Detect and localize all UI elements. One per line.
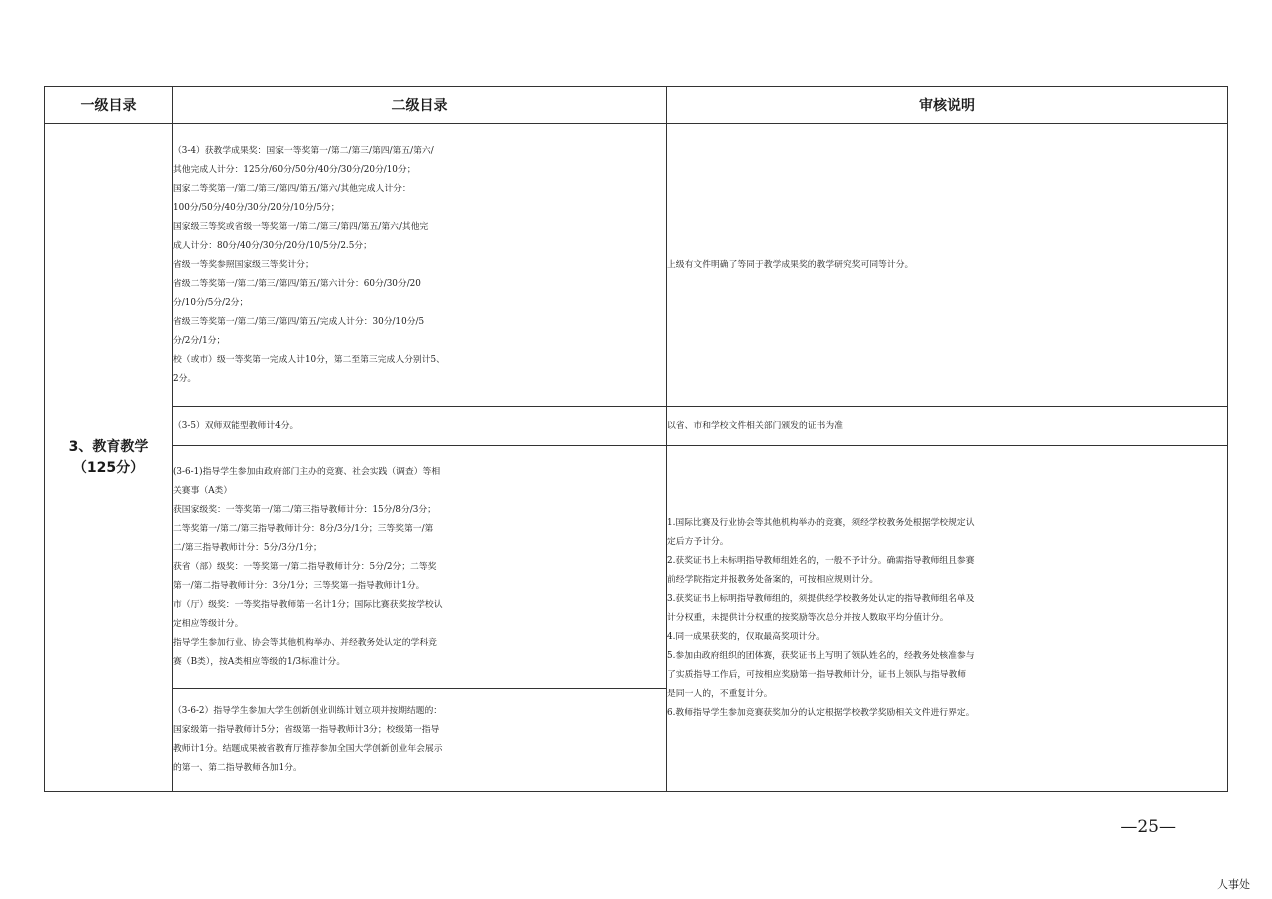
note-3-6-line: 定后方予计分。 [667, 537, 729, 547]
table-header-row [45, 87, 1228, 124]
section-3-5-line: （3-5）双师双能型教师计4分。 [173, 420, 299, 431]
note-3-4-cell [667, 124, 1228, 407]
section-3-6-1-cell [173, 446, 667, 689]
watermark: 人事处 [1217, 878, 1250, 891]
section-3-4-line: 省级三等奖第一/第二/第三/第四/第五/完成人计分：30分/10分/5 [173, 316, 425, 327]
section-3-6-2-line: 国家级第一指导教师计5分；省级第一指导教师计3分；校级第一指导 [173, 725, 440, 735]
header-level2: 二级目录 [173, 87, 667, 124]
section-3-4-line: 省级二等奖第一/第二/第三/第四/第五/第六计分：60分/30分/20 [173, 278, 421, 289]
header-review-notes: 审核说明 [667, 87, 1228, 124]
section-3-6-1-line: 二等奖第一/第二/第三指导教师计分：8分/3分/1分；三等奖第一/第 [173, 523, 434, 534]
section-3-6-2-cell [173, 689, 667, 792]
note-3-6-line: 4.同一成果获奖的，仅取最高奖项计分。 [667, 632, 825, 642]
note-3-6-line: 3.获奖证书上标明指导教师组的，须提供经学校教务处认定的指导教师组名单及 [667, 594, 975, 604]
section-3-4-line: 分/10分/5分/2分； [173, 297, 249, 308]
section-3-6-2-line: 教师计1分。结题成果被省教育厅推荐参加全国大学创新创业年会展示 [173, 744, 443, 754]
section-3-4-line: 省级一等奖参照国家级三等奖计分； [173, 259, 314, 270]
note-3-4-line: 上级有文件明确了等同于教学成果奖的教学研究奖可同等计分。 [667, 259, 914, 270]
section-3-4-line: （3-4）获教学成果奖：国家一等奖第一/第二/第三/第四/第五/第六/ [173, 145, 434, 156]
section-3-6-1-line: (3-6-1)指导学生参加由政府部门主办的竞赛、社会实践（调查）等相 [173, 466, 441, 477]
page-number: —25— [1120, 817, 1176, 837]
note-3-5-line: 以省、市和学校文件相关部门颁发的证书为准 [667, 420, 843, 431]
section-3-6-1-line: 指导学生参加行业、协会等其他机构举办、并经教务处认定的学科竞 [173, 637, 437, 648]
section-3-6-1-line: 关赛事（A类） [173, 485, 233, 496]
note-3-6-line: 了实质指导工作后，可按相应奖励第一指导教师计分，证书上领队与指导教师 [667, 670, 967, 680]
note-3-6-line: 1.国际比赛及行业协会等其他机构举办的竞赛，须经学校教务处根据学校规定认 [667, 518, 975, 528]
header-level1: 一级目录 [45, 87, 173, 124]
section-3-6-2-line: 的第一、第二指导教师各加1分。 [173, 763, 302, 773]
category-score: （125分） [72, 459, 145, 476]
table-row [45, 124, 1228, 407]
note-3-6-line: 6.教师指导学生参加竞赛获奖加分的认定根据学校教学奖励相关文件进行界定。 [667, 708, 975, 718]
category-cell [45, 124, 173, 792]
section-3-6-1-line: 获国家级奖：一等奖第一/第二/第三指导教师计分：15分/8分/3分； [173, 504, 436, 515]
section-3-6-1-line: 获省（部）级奖：一等奖第一/第二指导教师计分：5分/2分；二等奖 [173, 561, 437, 572]
section-3-4-line: 国家级三等奖或省级一等奖第一/第二/第三/第四/第五/第六/其他完 [173, 221, 429, 232]
note-3-6-line: 5.参加由政府组织的团体赛，获奖证书上写明了领队姓名的，经教务处核准参与 [667, 651, 975, 661]
note-3-5-cell [667, 407, 1228, 446]
section-3-6-1-line: 二/第三指导教师计分：5分/3分/1分； [173, 542, 322, 553]
note-3-6-line: 2.获奖证书上未标明指导教师组姓名的，一般不予计分。确需指导教师组且参赛 [667, 556, 975, 566]
section-3-4-line: 100分/50分/40分/30分/20分/10分/5分； [173, 202, 340, 213]
category-title: 3、教育教学 [68, 438, 149, 455]
note-3-6-line: 是同一人的，不重复计分。 [667, 689, 773, 699]
section-3-4-line: 成人计分：80分/40分/30分/20分/10/5分/2.5分； [173, 240, 372, 251]
note-3-6-line: 计分权重，未提供计分权重的按奖励等次总分并按人数取平均分值计分。 [667, 613, 949, 623]
section-3-5-cell [173, 407, 667, 446]
section-3-6-1-line: 市（厅）级奖：一等奖指导教师第一名计1分；国际比赛获奖按学校认 [173, 599, 443, 610]
section-3-6-2-line: （3-6-2）指导学生参加大学生创新创业训练计划立项并按期结题的： [173, 706, 443, 716]
criteria-table [44, 86, 1228, 792]
section-3-4-line: 其他完成人计分：125分/60分/50分/40分/30分/20分/10分； [173, 164, 416, 175]
section-3-6-1-line: 第一/第二指导教师计分：3分/1分；三等奖第一指导教师计1分。 [173, 580, 425, 591]
section-3-4-line: 校（或市）级一等奖第一完成人计10分，第二至第三完成人分别计5、 [173, 354, 445, 365]
section-3-4-line: 分/2分/1分； [173, 335, 226, 346]
table-row [45, 446, 1228, 689]
section-3-4-line: 国家二等奖第一/第二/第三/第四/第五/第六/其他完成人计分： [173, 183, 411, 194]
note-3-6-line: 前经学院指定并报教务处备案的，可按相应规则计分。 [667, 575, 879, 585]
section-3-4-cell [173, 124, 667, 407]
section-3-6-1-line: 定相应等级计分。 [173, 618, 244, 629]
section-3-4-line: 2分。 [173, 373, 197, 384]
note-3-6-cell [667, 446, 1228, 792]
section-3-6-1-line: 赛（B类），按A类相应等级的1/3标准计分。 [173, 656, 346, 667]
table-row [45, 407, 1228, 446]
